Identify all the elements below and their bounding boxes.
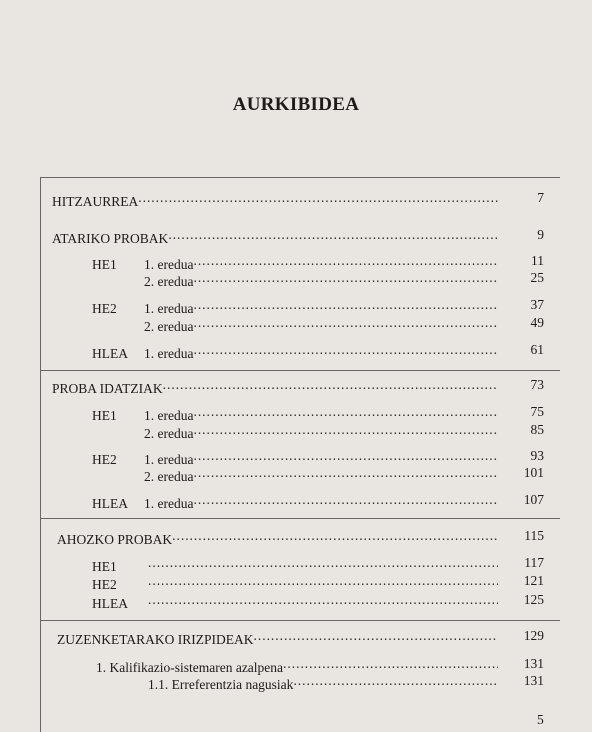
dot-leader bbox=[172, 528, 498, 544]
dot-leader bbox=[283, 656, 498, 672]
dot-leader bbox=[254, 628, 498, 644]
dot-leader bbox=[193, 342, 498, 358]
page-title: AURKIBIDEA bbox=[232, 94, 360, 115]
toc-entry-prefix: HLEA bbox=[92, 346, 128, 361]
toc-entry-label: 1. eredua bbox=[144, 452, 194, 467]
toc-entry-page: 129 bbox=[523, 628, 544, 643]
toc-entry-label: ATARIKO PROBAK bbox=[52, 231, 169, 246]
dot-leader bbox=[193, 422, 498, 438]
toc-entry-label: 2. eredua bbox=[144, 469, 194, 484]
section-rule bbox=[40, 177, 560, 178]
toc-entry-page: 107 bbox=[523, 492, 544, 507]
toc-entry-ahozko-he2[interactable] bbox=[92, 573, 544, 592]
toc-entry-label: 1. eredua bbox=[144, 301, 194, 316]
dot-leader bbox=[193, 492, 498, 508]
dot-leader bbox=[193, 465, 498, 481]
toc-entry-page: 7 bbox=[537, 190, 544, 205]
dot-leader bbox=[193, 404, 498, 420]
toc-entry-label: 1.1. Erreferentzia nagusiak bbox=[148, 677, 294, 692]
toc-entry-label: 1. eredua bbox=[144, 496, 194, 511]
dot-leader bbox=[193, 315, 498, 331]
toc-entry-idatzi-he1-2[interactable] bbox=[92, 422, 544, 441]
toc-entry-label: ZUZENKETARAKO IRIZPIDEAK bbox=[57, 632, 254, 647]
section-rule-vertical bbox=[40, 370, 41, 518]
toc-entry-label: AHOZKO PROBAK bbox=[57, 532, 173, 547]
section-rule bbox=[40, 518, 560, 519]
dot-leader bbox=[193, 270, 498, 286]
toc-entry-prefix: HE1 bbox=[92, 408, 117, 423]
toc-entry-page: 11 bbox=[531, 253, 544, 268]
section-rule-vertical bbox=[40, 177, 41, 370]
toc-entry-prefix: HLEA bbox=[92, 496, 128, 511]
toc-entry-page: 121 bbox=[523, 573, 544, 588]
toc-entry-idatzi-he2-2[interactable] bbox=[92, 465, 544, 484]
toc-entry-prefix: HE2 bbox=[92, 452, 117, 467]
toc-entry-page: 125 bbox=[523, 592, 544, 607]
toc-entry-atariko-probak[interactable] bbox=[52, 227, 544, 246]
toc-entry-he1-1[interactable] bbox=[92, 253, 544, 272]
dot-leader bbox=[193, 253, 498, 269]
dot-leader bbox=[163, 377, 498, 393]
toc-entry-page: 85 bbox=[530, 422, 544, 437]
dot-leader bbox=[148, 573, 498, 589]
toc-entry-page: 9 bbox=[537, 227, 544, 242]
toc-entry-page: 25 bbox=[530, 270, 544, 285]
toc-entry-hlea-1[interactable] bbox=[92, 342, 544, 361]
toc-entry-ahozko-he1[interactable] bbox=[92, 555, 544, 574]
toc-entry-prefix: HE1 bbox=[92, 559, 117, 574]
dot-leader bbox=[193, 448, 498, 464]
toc-entry-erreferentzia-nagusiak[interactable] bbox=[148, 673, 544, 692]
toc-entry-prefix: HE1 bbox=[92, 257, 117, 272]
dot-leader bbox=[168, 227, 498, 243]
toc-entry-page: 73 bbox=[530, 377, 544, 392]
toc-entry-idatzi-he1-1[interactable] bbox=[92, 404, 544, 423]
toc-entry-page: 93 bbox=[530, 448, 544, 463]
dot-leader bbox=[138, 190, 498, 206]
toc-entry-page: 131 bbox=[523, 656, 544, 671]
page-number: 5 bbox=[537, 712, 544, 727]
toc-entry-hitzaurrea[interactable] bbox=[52, 190, 544, 209]
toc-entry-page: 75 bbox=[530, 404, 544, 419]
toc-entry-proba-idatziak[interactable] bbox=[52, 377, 544, 396]
toc-entry-page: 115 bbox=[524, 528, 544, 543]
toc-entry-prefix: HE2 bbox=[92, 577, 117, 592]
toc-entry-ahozko-probak[interactable] bbox=[57, 528, 544, 547]
section-rule bbox=[40, 370, 560, 371]
toc-entry-label: PROBA IDATZIAK bbox=[52, 381, 163, 396]
toc-entry-he2-2[interactable] bbox=[92, 315, 544, 334]
toc-entry-label: 1. Kalifikazio-sistemaren azalpena bbox=[96, 660, 284, 675]
toc-entry-label: 2. eredua bbox=[144, 426, 194, 441]
dot-leader bbox=[293, 673, 498, 689]
section-rule-vertical bbox=[40, 518, 41, 620]
toc-entry-idatzi-hlea-1[interactable] bbox=[92, 492, 544, 511]
toc-entry-prefix: HLEA bbox=[92, 596, 128, 611]
toc-entry-he1-2[interactable] bbox=[92, 270, 544, 289]
toc-entry-page: 101 bbox=[523, 465, 544, 480]
toc-entry-page: 49 bbox=[530, 315, 544, 330]
toc-entry-ahozko-hlea[interactable] bbox=[92, 592, 544, 611]
section-rule-vertical bbox=[40, 620, 41, 732]
toc-entry-label: 1. eredua bbox=[144, 408, 194, 423]
toc-entry-prefix: HE2 bbox=[92, 301, 117, 316]
toc-entry-label: 2. eredua bbox=[144, 274, 194, 289]
toc-entry-he2-1[interactable] bbox=[92, 297, 544, 316]
toc-entry-page: 37 bbox=[530, 297, 544, 312]
toc-entry-kalifikazio-sistema[interactable] bbox=[96, 656, 544, 675]
toc-entry-page: 61 bbox=[530, 342, 544, 357]
toc-entry-label: 1. eredua bbox=[144, 346, 194, 361]
toc-entry-page: 117 bbox=[524, 555, 544, 570]
toc-entry-label: 1. eredua bbox=[144, 257, 194, 272]
toc-entry-label: HITZAURREA bbox=[52, 194, 139, 209]
toc-entry-label: 2. eredua bbox=[144, 319, 194, 334]
bleed-through-mark bbox=[300, 4, 303, 16]
section-rule bbox=[40, 620, 560, 621]
toc-entry-zuzenketarako-irizpideak[interactable] bbox=[57, 628, 544, 647]
dot-leader bbox=[148, 592, 498, 608]
toc-entry-page: 131 bbox=[523, 673, 544, 688]
dot-leader bbox=[193, 297, 498, 313]
toc-entry-idatzi-he2-1[interactable] bbox=[92, 448, 544, 467]
dot-leader bbox=[148, 555, 498, 571]
